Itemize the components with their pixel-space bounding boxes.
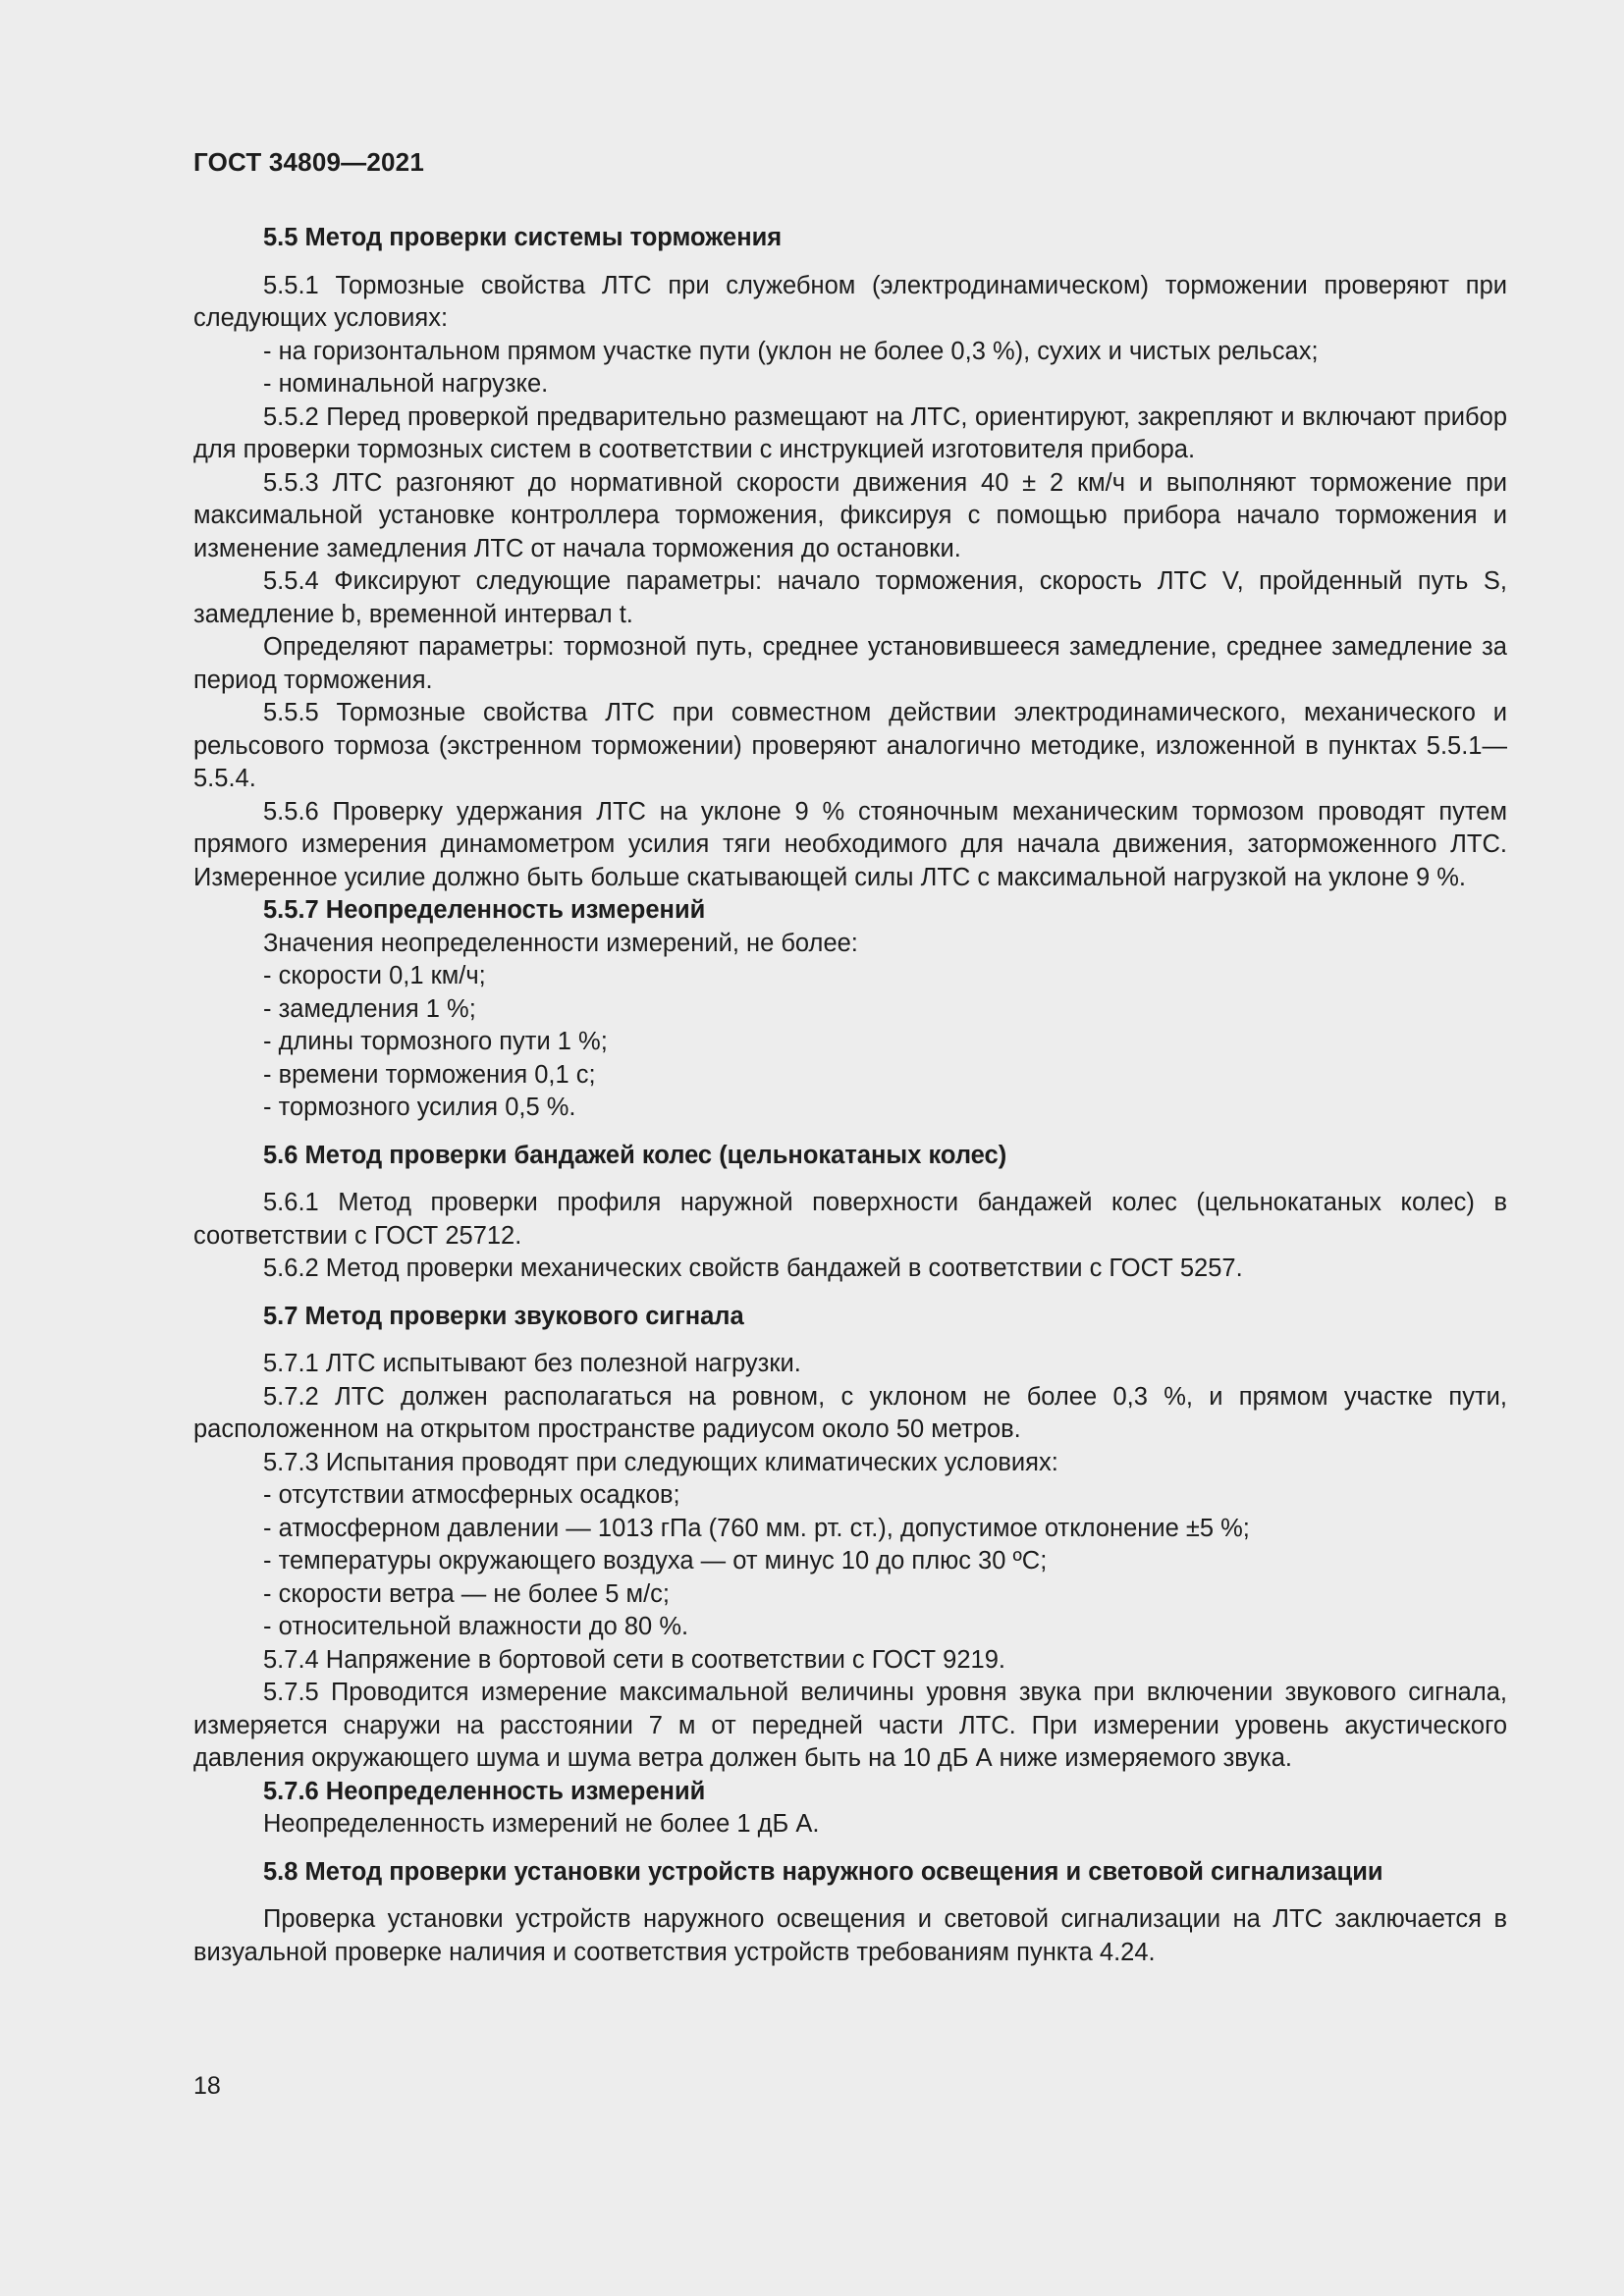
paragraph-5-7-2: 5.7.2 ЛТС должен располагаться на ровном, с уклоном не более 0,3 %, и прямом участке пути, расположенном на открытом пространстве радиусом около 50 метров. [193, 1382, 1507, 1443]
paragraph-values: Значения неопределенности измерений, не более: [263, 929, 858, 957]
list-item: - замедления 1 %; [263, 994, 476, 1023]
paragraph-5-5-2: 5.5.2 Перед проверкой предварительно размещают на ЛТС, ориентируют, закрепляют и включают прибор для проверки тормозных систем в соответствии с инструкцией изготовителя прибора. [193, 402, 1507, 463]
paragraph-5-8: Проверка установки устройств наружного освещения и световой сигнализации на ЛТС заключается в визуальной проверке наличия и соответствия устройств требованиям пункта 4.24. [193, 1905, 1507, 1966]
subheading-5-5-7: 5.5.7 Неопределенность измерений [263, 896, 706, 924]
list-item: - на горизонтальном прямом участке пути (уклон не более 0,3 %), сухих и чистых рельсах; [263, 337, 1319, 365]
section-5-6-title: 5.6 Метод проверки бандажей колес (цельнокатаных колес) [263, 1141, 1007, 1169]
paragraph-5-7-1: 5.7.1 ЛТС испытывают без полезной нагрузки. [263, 1350, 801, 1377]
list-item: - скорости ветра — не более 5 м/с; [263, 1579, 671, 1608]
paragraph-5-5-6: 5.5.6 Проверку удержания ЛТС на уклоне 9 % стояночным механическим тормозом проводят путем прямого измерения динамометром усилия тяги необходимого для начала движения, заторможенного ЛТС. Измеренное усилие должно быть больше скатывающей силы ЛТС с максимальной нагрузкой на уклоне 9 %. [193, 797, 1507, 891]
list-item: - номинальной нагрузке. [263, 370, 549, 398]
paragraph-5-7-3: 5.7.3 Испытания проводят при следующих климатических условиях: [263, 1448, 1058, 1476]
paragraph-5-6-2: 5.6.2 Метод проверки механических свойств бандажей в соответствии с ГОСТ 5257. [263, 1255, 1243, 1282]
section-5-5-title: 5.5 Метод проверки системы торможения [263, 224, 783, 251]
list-item: - отсутствии атмосферных осадков; [263, 1481, 680, 1509]
paragraph-5-5-4: 5.5.4 Фиксируют следующие параметры: начало торможения, скорость ЛТС V, пройденный путь S, замедление b, временной интервал t. [193, 567, 1507, 628]
paragraph-uncertainty: Неопределенность измерений не более 1 дБ А. [263, 1810, 820, 1838]
section-5-7-title: 5.7 Метод проверки звукового сигнала [263, 1302, 744, 1330]
paragraph-5-7-4: 5.7.4 Напряжение в бортовой сети в соответствии с ГОСТ 9219. [263, 1645, 1005, 1674]
list-item: - температуры окружающего воздуха — от минус 10 до плюс 30 ºС; [263, 1547, 1048, 1575]
subheading-5-7-6: 5.7.6 Неопределенность измерений [263, 1777, 706, 1805]
document-body [193, 222, 1507, 1969]
paragraph-5-5-1: 5.5.1 Тормозные свойства ЛТС при служебном (электродинамическом) торможении проверяют при следующих условиях: [193, 271, 1507, 332]
list-item: - длины тормозного пути 1 %; [263, 1028, 608, 1055]
paragraph-5-6-1: 5.6.1 Метод проверки профиля наружной поверхности бандажей колес (цельнокатаных колес) в соответствии с ГОСТ 25712. [193, 1189, 1507, 1250]
list-item: - тормозного усилия 0,5 %. [263, 1094, 576, 1121]
page-number: 18 [193, 2072, 221, 2100]
list-item: - атмосферном давлении — 1013 гПа (760 мм. рт. ст.), допустимое отклонение ±5 %; [263, 1514, 1250, 1542]
paragraph-params: Определяют параметры: тормозной путь, среднее установившееся замедление, среднее замедление за период торможения. [193, 633, 1507, 694]
section-5-8-title: 5.8 Метод проверки установки устройств наружного освещения и световой сигнализации [263, 1857, 1383, 1886]
paragraph-5-5-5: 5.5.5 Тормозные свойства ЛТС при совместном действии электродинамического, механического и рельсового тормоза (экстренном торможении) проверяют аналогично методике, изложенной в пунктах 5.5.1—5.5.4. [193, 699, 1507, 792]
paragraph-5-7-5: 5.7.5 Проводится измерение максимальной величины уровня звука при включении звукового сигнала, измеряется снаружи на расстоянии 7 м от передней части ЛТС. При измерении уровень акустического давления окружающего шума и шума ветра должен быть на 10 дБ А ниже измеряемого звука. [193, 1679, 1507, 1772]
document-id-header: ГОСТ 34809—2021 [193, 147, 424, 177]
paragraph-5-5-3: 5.5.3 ЛТС разгоняют до нормативной скорости движения 40 ± 2 км/ч и выполняют торможение при максимальной установке контроллера торможения, фиксируя с помощью прибора начало торможения и изменение замедления ЛТС от начала торможения до остановки. [193, 468, 1507, 562]
list-item: - относительной влажности до 80 %. [263, 1613, 689, 1640]
list-item: - времени торможения 0,1 с; [263, 1060, 596, 1089]
list-item: - скорости 0,1 км/ч; [263, 962, 486, 989]
